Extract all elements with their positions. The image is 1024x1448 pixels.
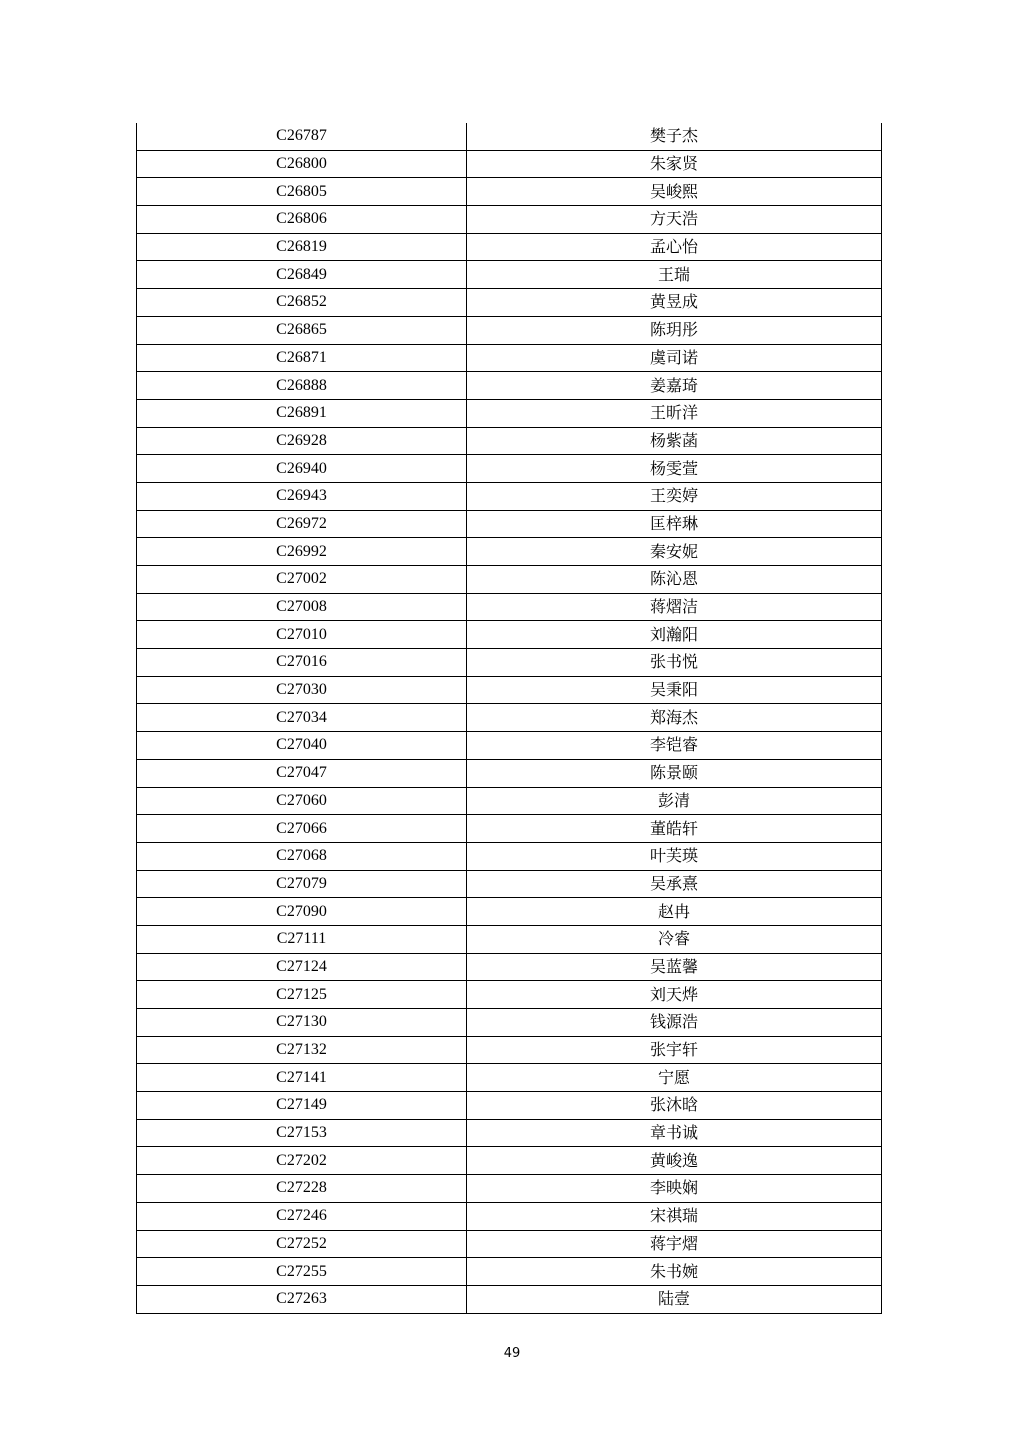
student-id-cell: C27079 bbox=[137, 870, 467, 898]
table-row bbox=[137, 704, 882, 732]
student-name-cell: 钱源浩 bbox=[467, 1009, 882, 1037]
student-id-cell: C26943 bbox=[137, 482, 467, 510]
table-row bbox=[137, 482, 882, 510]
student-id-cell: C26819 bbox=[137, 233, 467, 261]
student-id-cell: C27149 bbox=[137, 1092, 467, 1120]
student-name-cell: 刘天烨 bbox=[467, 981, 882, 1009]
student-id-cell: C26852 bbox=[137, 289, 467, 317]
table-row bbox=[137, 372, 882, 400]
student-id-cell: C27124 bbox=[137, 953, 467, 981]
student-name-cell: 董皓轩 bbox=[467, 815, 882, 843]
table-row bbox=[137, 566, 882, 594]
roster-table bbox=[136, 123, 882, 1314]
table-row bbox=[137, 649, 882, 677]
table-row bbox=[137, 1147, 882, 1175]
student-id-cell: C27153 bbox=[137, 1119, 467, 1147]
student-name-cell: 吴峻熙 bbox=[467, 178, 882, 206]
student-name-cell: 冷睿 bbox=[467, 925, 882, 953]
table-row bbox=[137, 898, 882, 926]
student-id-cell: C27252 bbox=[137, 1230, 467, 1258]
roster-table-body bbox=[137, 123, 882, 1313]
student-name-cell: 王昕洋 bbox=[467, 399, 882, 427]
student-id-cell: C27130 bbox=[137, 1009, 467, 1037]
table-row bbox=[137, 1258, 882, 1286]
table-row bbox=[137, 1119, 882, 1147]
table-row bbox=[137, 593, 882, 621]
table-row bbox=[137, 233, 882, 261]
table-row bbox=[137, 289, 882, 317]
table-row bbox=[137, 981, 882, 1009]
student-name-cell: 宋祺瑞 bbox=[467, 1202, 882, 1230]
student-id-cell: C26992 bbox=[137, 538, 467, 566]
table-row bbox=[137, 815, 882, 843]
student-name-cell: 蒋宇熠 bbox=[467, 1230, 882, 1258]
student-name-cell: 吴蓝馨 bbox=[467, 953, 882, 981]
student-id-cell: C27263 bbox=[137, 1285, 467, 1313]
table-row bbox=[137, 1175, 882, 1203]
student-id-cell: C27068 bbox=[137, 842, 467, 870]
student-id-cell: C26865 bbox=[137, 316, 467, 344]
student-name-cell: 吴承熹 bbox=[467, 870, 882, 898]
student-name-cell: 陈沁恩 bbox=[467, 566, 882, 594]
student-name-cell: 彭清 bbox=[467, 787, 882, 815]
table-row bbox=[137, 1092, 882, 1120]
student-name-cell: 张沐晗 bbox=[467, 1092, 882, 1120]
student-id-cell: C26871 bbox=[137, 344, 467, 372]
student-id-cell: C27040 bbox=[137, 732, 467, 760]
table-row bbox=[137, 178, 882, 206]
table-row bbox=[137, 759, 882, 787]
student-name-cell: 王瑞 bbox=[467, 261, 882, 289]
student-id-cell: C26888 bbox=[137, 372, 467, 400]
student-name-cell: 章书诚 bbox=[467, 1119, 882, 1147]
student-name-cell: 郑海杰 bbox=[467, 704, 882, 732]
student-id-cell: C26891 bbox=[137, 399, 467, 427]
table-row bbox=[137, 427, 882, 455]
student-name-cell: 杨紫菡 bbox=[467, 427, 882, 455]
student-id-cell: C27246 bbox=[137, 1202, 467, 1230]
table-row bbox=[137, 123, 882, 150]
student-name-cell: 刘瀚阳 bbox=[467, 621, 882, 649]
student-name-cell: 陈景颐 bbox=[467, 759, 882, 787]
student-id-cell: C27132 bbox=[137, 1036, 467, 1064]
student-id-cell: C27202 bbox=[137, 1147, 467, 1175]
table-row bbox=[137, 787, 882, 815]
student-name-cell: 吴秉阳 bbox=[467, 676, 882, 704]
table-row bbox=[137, 870, 882, 898]
student-name-cell: 孟心怡 bbox=[467, 233, 882, 261]
student-name-cell: 叶芙瑛 bbox=[467, 842, 882, 870]
student-id-cell: C26800 bbox=[137, 150, 467, 178]
student-id-cell: C26805 bbox=[137, 178, 467, 206]
table-row bbox=[137, 1036, 882, 1064]
student-id-cell: C27016 bbox=[137, 649, 467, 677]
student-id-cell: C27047 bbox=[137, 759, 467, 787]
student-name-cell: 朱家贤 bbox=[467, 150, 882, 178]
student-name-cell: 樊子杰 bbox=[467, 123, 882, 150]
table-row bbox=[137, 344, 882, 372]
student-name-cell: 虞司诺 bbox=[467, 344, 882, 372]
student-id-cell: C27008 bbox=[137, 593, 467, 621]
table-row bbox=[137, 1064, 882, 1092]
table-row bbox=[137, 732, 882, 760]
student-id-cell: C26806 bbox=[137, 206, 467, 234]
table-row bbox=[137, 1230, 882, 1258]
student-id-cell: C27090 bbox=[137, 898, 467, 926]
table-row bbox=[137, 510, 882, 538]
student-id-cell: C27111 bbox=[137, 925, 467, 953]
student-name-cell: 方天浩 bbox=[467, 206, 882, 234]
student-id-cell: C26928 bbox=[137, 427, 467, 455]
student-id-cell: C26849 bbox=[137, 261, 467, 289]
student-id-cell: C26940 bbox=[137, 455, 467, 483]
table-row bbox=[137, 538, 882, 566]
student-id-cell: C27228 bbox=[137, 1175, 467, 1203]
table-row bbox=[137, 1202, 882, 1230]
table-row bbox=[137, 953, 882, 981]
student-id-cell: C27030 bbox=[137, 676, 467, 704]
table-row bbox=[137, 1285, 882, 1313]
student-name-cell: 陆壹 bbox=[467, 1285, 882, 1313]
student-name-cell: 姜嘉琦 bbox=[467, 372, 882, 400]
table-row bbox=[137, 621, 882, 649]
student-name-cell: 杨雯萱 bbox=[467, 455, 882, 483]
student-name-cell: 黄昱成 bbox=[467, 289, 882, 317]
table-row bbox=[137, 842, 882, 870]
student-name-cell: 秦安妮 bbox=[467, 538, 882, 566]
student-name-cell: 蒋熠洁 bbox=[467, 593, 882, 621]
table-row bbox=[137, 316, 882, 344]
table-row bbox=[137, 455, 882, 483]
table-row bbox=[137, 206, 882, 234]
table-row bbox=[137, 150, 882, 178]
table-row bbox=[137, 676, 882, 704]
student-id-cell: C26787 bbox=[137, 123, 467, 150]
student-id-cell: C27141 bbox=[137, 1064, 467, 1092]
student-name-cell: 张宇轩 bbox=[467, 1036, 882, 1064]
student-name-cell: 赵冉 bbox=[467, 898, 882, 926]
student-id-cell: C27066 bbox=[137, 815, 467, 843]
student-name-cell: 王奕婷 bbox=[467, 482, 882, 510]
page-number: 49 bbox=[503, 1346, 521, 1361]
student-id-cell: C27002 bbox=[137, 566, 467, 594]
student-name-cell: 黄峻逸 bbox=[467, 1147, 882, 1175]
table-row bbox=[137, 925, 882, 953]
student-id-cell: C27255 bbox=[137, 1258, 467, 1286]
student-name-cell: 李映娴 bbox=[467, 1175, 882, 1203]
student-name-cell: 陈玥彤 bbox=[467, 316, 882, 344]
student-id-cell: C26972 bbox=[137, 510, 467, 538]
student-name-cell: 匡梓琳 bbox=[467, 510, 882, 538]
table-row bbox=[137, 261, 882, 289]
student-name-cell: 李铠睿 bbox=[467, 732, 882, 760]
table-row bbox=[137, 1009, 882, 1037]
student-name-cell: 张书悦 bbox=[467, 649, 882, 677]
student-id-cell: C27125 bbox=[137, 981, 467, 1009]
student-id-cell: C27010 bbox=[137, 621, 467, 649]
table-row bbox=[137, 399, 882, 427]
student-id-cell: C27060 bbox=[137, 787, 467, 815]
student-name-cell: 宁愿 bbox=[467, 1064, 882, 1092]
student-id-cell: C27034 bbox=[137, 704, 467, 732]
student-name-cell: 朱书婉 bbox=[467, 1258, 882, 1286]
